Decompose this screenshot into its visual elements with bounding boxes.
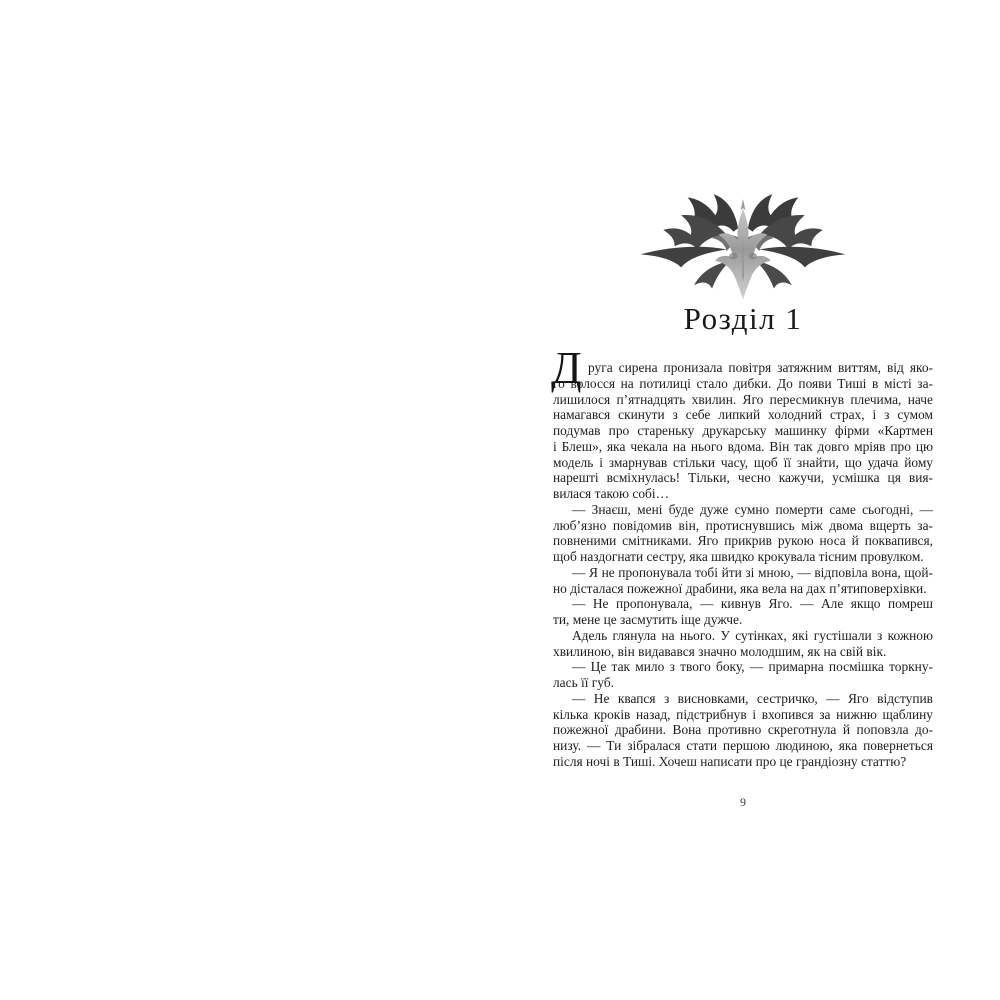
text-line: люб’язно повідомив він, протиснувшись між двома вщерть за-	[553, 517, 933, 533]
text-line: низу. — Ти зібралася стати першою людиною, яка повернеться	[553, 738, 933, 753]
text-line: повненими смітниками. Яго прикрив рукою носа й поквапився,	[553, 533, 933, 549]
drop-cap-letter: Д	[551, 343, 582, 393]
page-number: 9	[740, 795, 746, 809]
text-line: вилася такою собі…	[553, 486, 669, 501]
text-line: кілька кроків назад, підстрибнув і вхопився за нижню щаблину	[553, 706, 933, 722]
text-line: нарешті всміхнулась! Тільки, чесно кажучи, усмішка ця вия-	[553, 470, 933, 486]
text-line: но дісталася пожежної драбини, яка вела на дах п’ятиповерхівки.	[553, 580, 927, 596]
text-line: лишилося п’ятнадцять хвилин. Яго пересмикнув плечима, наче	[553, 391, 933, 407]
text-line: — Не квапся з висновками, сестричко, — Яго відступив	[572, 690, 933, 706]
text-line: модель і змарнував стільки часу, щоб її знайти, що удача йому	[553, 454, 933, 470]
text-line: руга сирена пронизала повітря затяжним виттям, від яко-	[588, 360, 933, 375]
chapter-ornament-icon	[637, 186, 849, 304]
chapter-title: Розділ 1	[683, 301, 803, 336]
text-line: — Знаєш, мені буде дуже сумно померти саме сьогодні, —	[572, 501, 933, 517]
chapter-body-text	[551, 343, 933, 770]
text-line: щоб наздогнати сестру, яка швидко крокувала тісним провулком.	[553, 549, 924, 564]
text-line: пожежної драбини. Вона противно скреготнула й поповзла до-	[553, 722, 933, 738]
text-line: — Це так мило з твого боку, — примарна посмішка торкну-	[572, 659, 933, 675]
text-line: Адель глянула на нього. У сутінках, які густішали з кожною	[572, 627, 933, 643]
text-line: — Не пропонувала, — кивнув Яго. — Але якщо помреш	[572, 596, 933, 612]
book-page	[553, 0, 933, 1000]
text-line: після ночі в Тиші. Хочеш написати про це грандіозну статтю?	[553, 753, 907, 769]
text-line: го волосся на потилиці стало дибки. До появи Тиші в місті за-	[553, 375, 933, 391]
text-line: подумав про стареньку друкарську машинку фірми «Картмен	[553, 423, 933, 438]
text-line: ти, мене це засмутить іще дужче.	[553, 612, 743, 627]
text-line: намагався скинути з себе липкий холодний страх, і з сумом	[553, 407, 933, 423]
text-line: хвилиною, він видавався значно молодшим, як на свій вік.	[553, 643, 887, 659]
text-line: і Блеш», яка чекала на нього вдома. Він так довго мріяв про цю	[553, 438, 933, 454]
text-line: лась її губ.	[553, 675, 614, 690]
text-line: — Я не пропонувала тобі йти зі мною, — відповіла вона, щой-	[572, 564, 933, 580]
